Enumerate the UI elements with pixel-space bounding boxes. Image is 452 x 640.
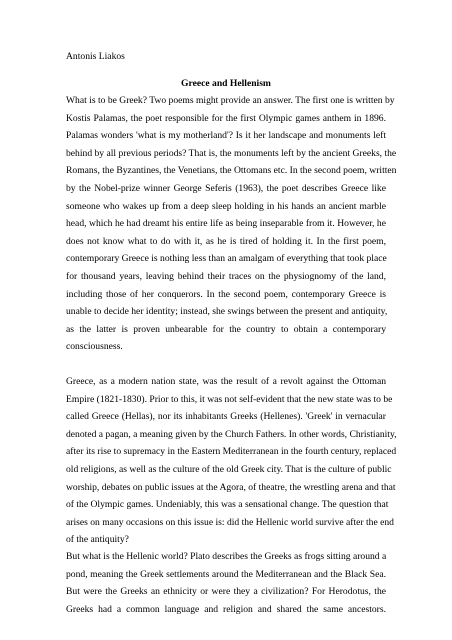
text-line: Palamas wonders 'what is my motherland'? Is it her landscape and monuments left: [66, 130, 386, 142]
text-line: of the antiquity?: [66, 534, 129, 546]
text-line: after its rise to supremacy in the Eastern Mediterranean in the fourth century, replaced: [66, 446, 397, 458]
text-line: someone who wakes up from a deep sleep holding in his hands an ancient marble: [66, 200, 386, 212]
text-line: Romans, the Byzantines, the Venetians, the Ottomans etc. In the second poem, written: [66, 165, 397, 177]
text-line: old religions, as well as the culture of the old Greek city. That is the culture of public: [66, 463, 392, 475]
document-title: Greece and Hellenism: [181, 78, 271, 89]
text-line: Empire (1821-1830). Prior to this, it was not self-evident that the new state was to be: [66, 393, 393, 405]
text-line: head, which he had dreamt his entire life as being inseparable from it. However, he: [66, 218, 386, 230]
paragraph-3: [66, 548, 386, 618]
paragraph-2: [66, 373, 397, 549]
text-line: What is to be Greek? Two poems might provide an answer. The first one is written by: [66, 95, 395, 106]
text-line: worship, debates on public issues at the Agora, of theatre, the wrestling arena and that: [66, 481, 396, 493]
text-line: of the Olympic games. Undeniably, this was a sensational change. The question that: [66, 499, 389, 511]
text-line: called Greece (Hellas), nor its inhabitants Greeks (Hellenes). 'Greek' in vernacular: [66, 411, 386, 423]
text-line: But were the Greeks an ethnicity or were they a civilization? For Herodotus, the: [66, 586, 386, 598]
text-line: contemporary Greece is nothing less than an amalgam of everything that took place: [66, 253, 387, 265]
text-line: arises on many occasions on this issue is: did the Hellenic world survive after the end: [66, 516, 394, 528]
text-line: pond, meaning the Greek settlements around the Mediterranean and the Black Sea.: [66, 568, 386, 580]
text-line: Kostis Palamas, the poet responsible for the first Olympic games anthem in 1896.: [66, 112, 386, 124]
text-line: denoted a pagan, a meaning given by the Church Fathers. In other words, Christianity,: [66, 428, 397, 440]
paragraph-1: [66, 92, 397, 356]
text-line: Greece, as a modern nation state, was the result of a revolt against the Ottoman: [66, 376, 386, 387]
text-line: unable to decide her identity; instead, she swings between the present and antiquity,: [66, 306, 388, 318]
author-name: Antonis Liakos: [66, 51, 125, 62]
text-line: for thousand years, leaving behind their traces on the physiognomy of the land,: [66, 270, 386, 282]
text-line: as the latter is proven unbearable for the country to obtain a contemporary: [66, 323, 386, 335]
text-line: by the Nobel-prize winner George Seferis (1963), the poet describes Greece like: [66, 182, 386, 194]
text-line: consciousness.: [66, 341, 123, 353]
text-line: does not know what to do with it, as he is tired of holding it. In the first poem,: [66, 235, 386, 247]
text-line: Greeks had a common language and religion and shared the same ancestors.: [66, 603, 386, 615]
text-line: But what is the Hellenic world? Plato describes the Greeks as frogs sitting around a: [66, 551, 387, 562]
text-line: behind by all previous periods? That is, the monuments left by the ancient Greeks, the: [66, 147, 397, 159]
text-line: including those of her conquerors. In the second poem, contemporary Greece is: [66, 288, 386, 300]
